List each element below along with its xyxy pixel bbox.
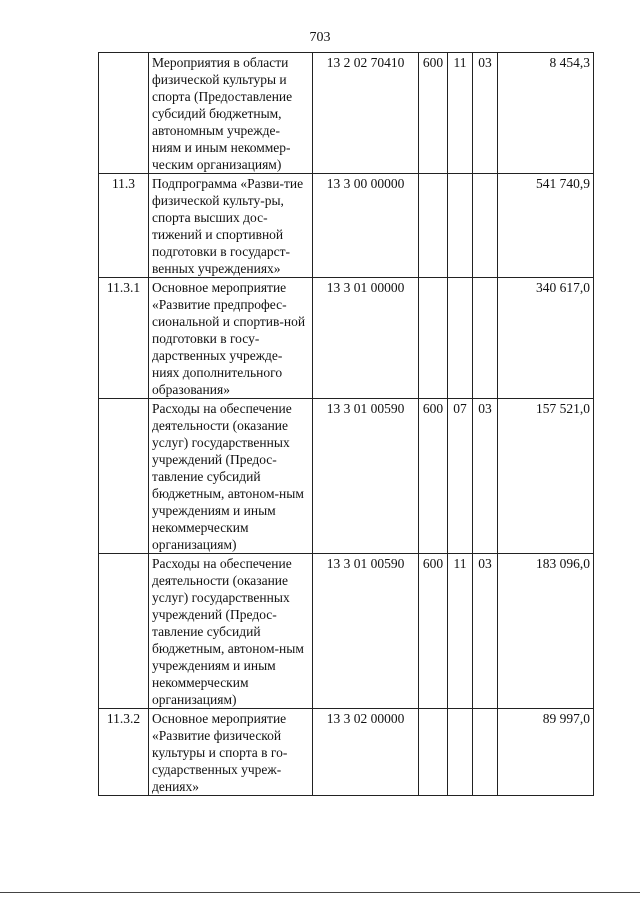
row-expense-type: 600 (419, 554, 448, 709)
row-name: Основное мероприятие «Развитие предпрофес-сиональной и спортив-ной подготовки в госу-дарственных учрежде-ниях дополнительного образования» (149, 278, 313, 399)
row-target-code: 13 3 02 00000 (313, 709, 419, 796)
row-number (99, 53, 149, 174)
row-name: Мероприятия в области физической культуры и спорта (Предоставление субсидий бюджетным, автономным учрежде-ниям и иным некоммер-ческим организациям) (149, 53, 313, 174)
row-target-code: 13 3 00 00000 (313, 174, 419, 278)
row-expense-type (419, 278, 448, 399)
table-row (99, 174, 594, 278)
row-section: 11 (448, 554, 473, 709)
row-expense-type (419, 174, 448, 278)
row-number: 11.3 (99, 174, 149, 278)
row-target-code: 13 3 01 00590 (313, 399, 419, 554)
row-target-code: 13 2 02 70410 (313, 53, 419, 174)
row-subsection: 03 (473, 399, 498, 554)
page-number: 703 (309, 30, 331, 45)
row-expense-type: 600 (419, 53, 448, 174)
row-number (99, 399, 149, 554)
row-number (99, 554, 149, 709)
budget-table (98, 52, 594, 796)
row-name: Расходы на обеспечение деятельности (оказание услуг) государственных учреждений (Предос-тавление субсидий бюджетным, автоном-ным учреждениям и иным некоммерческим организациям) (149, 399, 313, 554)
row-subsection (473, 174, 498, 278)
row-target-code: 13 3 01 00000 (313, 278, 419, 399)
row-subsection (473, 278, 498, 399)
row-name: Расходы на обеспечение деятельности (оказание услуг) государственных учреждений (Предос-тавление субсидий бюджетным, автоном-ным учреждениям и иным некоммерческим организациям) (149, 554, 313, 709)
table-row (99, 709, 594, 796)
row-subsection: 03 (473, 53, 498, 174)
row-expense-type (419, 709, 448, 796)
row-amount: 183 096,0 (498, 554, 594, 709)
table-row (99, 399, 594, 554)
table-row (99, 278, 594, 399)
row-section (448, 709, 473, 796)
row-number: 11.3.2 (99, 709, 149, 796)
page-bottom-rule (0, 892, 640, 893)
row-section (448, 174, 473, 278)
row-section (448, 278, 473, 399)
row-subsection (473, 709, 498, 796)
row-expense-type: 600 (419, 399, 448, 554)
row-section: 11 (448, 53, 473, 174)
row-name: Подпрограмма «Разви-тие физической культу-ры, спорта высших дос-тижений и спортивной подготовки в государст-венных учреждениях» (149, 174, 313, 278)
row-amount: 340 617,0 (498, 278, 594, 399)
row-amount: 157 521,0 (498, 399, 594, 554)
row-amount: 8 454,3 (498, 53, 594, 174)
row-subsection: 03 (473, 554, 498, 709)
table-row (99, 53, 594, 174)
row-target-code: 13 3 01 00590 (313, 554, 419, 709)
row-amount: 89 997,0 (498, 709, 594, 796)
table-row (99, 554, 594, 709)
row-name: Основное мероприятие «Развитие физической культуры и спорта в го-сударственных учреж-дениях» (149, 709, 313, 796)
row-amount: 541 740,9 (498, 174, 594, 278)
row-number: 11.3.1 (99, 278, 149, 399)
row-section: 07 (448, 399, 473, 554)
